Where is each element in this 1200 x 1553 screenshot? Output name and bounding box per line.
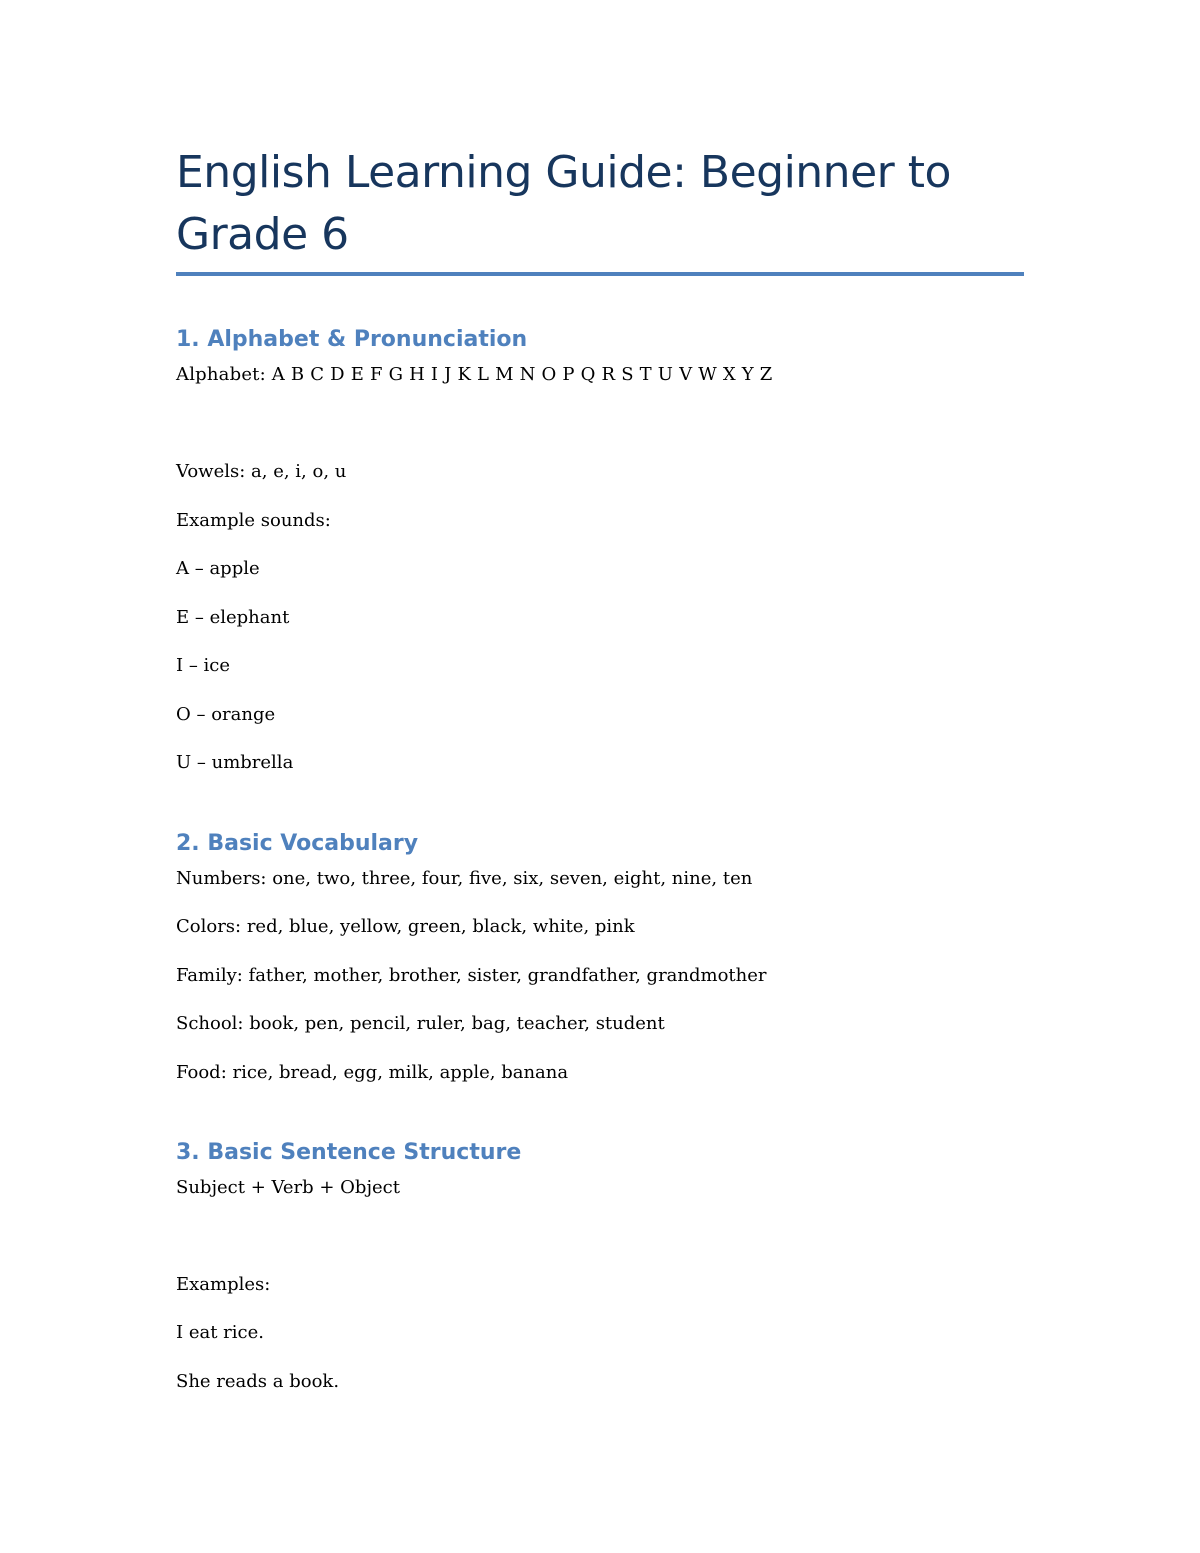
example-sounds-label: Example sounds: — [176, 510, 331, 531]
title-underline — [176, 272, 1024, 276]
sentence-example-1: I eat rice. — [176, 1322, 264, 1343]
document-title: English Learning Guide: Beginner to Grade 6 — [176, 147, 951, 260]
sound-example-e: E – elephant — [176, 607, 290, 628]
examples-label: Examples: — [176, 1274, 271, 1295]
sound-example-o: O – orange — [176, 704, 276, 725]
vocab-numbers: Numbers: one, two, three, four, five, six, seven, eight, nine, ten — [176, 868, 753, 889]
section-heading-sentence-structure: 3. Basic Sentence Structure — [176, 1140, 522, 1165]
vocab-school: School: book, pen, pencil, ruler, bag, teacher, student — [176, 1013, 665, 1034]
sentence-example-2: She reads a book. — [176, 1371, 340, 1392]
section-heading-alphabet: 1. Alphabet & Pronunciation — [176, 327, 528, 352]
section-heading-vocabulary: 2. Basic Vocabulary — [176, 831, 419, 856]
sound-example-u: U – umbrella — [176, 752, 294, 773]
vocab-family: Family: father, mother, brother, sister, grandfather, grandmother — [176, 965, 767, 986]
vowels-line: Vowels: a, e, i, o, u — [176, 461, 347, 482]
sound-example-i: I – ice — [176, 655, 231, 676]
vocab-food: Food: rice, bread, egg, milk, apple, banana — [176, 1062, 569, 1083]
sentence-formula: Subject + Verb + Object — [176, 1177, 400, 1198]
vocab-colors: Colors: red, blue, yellow, green, black, white, pink — [176, 916, 635, 937]
sound-example-a: A – apple — [176, 558, 260, 579]
alphabet-line: Alphabet: A B C D E F G H I J K L M N O P Q R S T U V W X Y Z — [176, 364, 773, 385]
